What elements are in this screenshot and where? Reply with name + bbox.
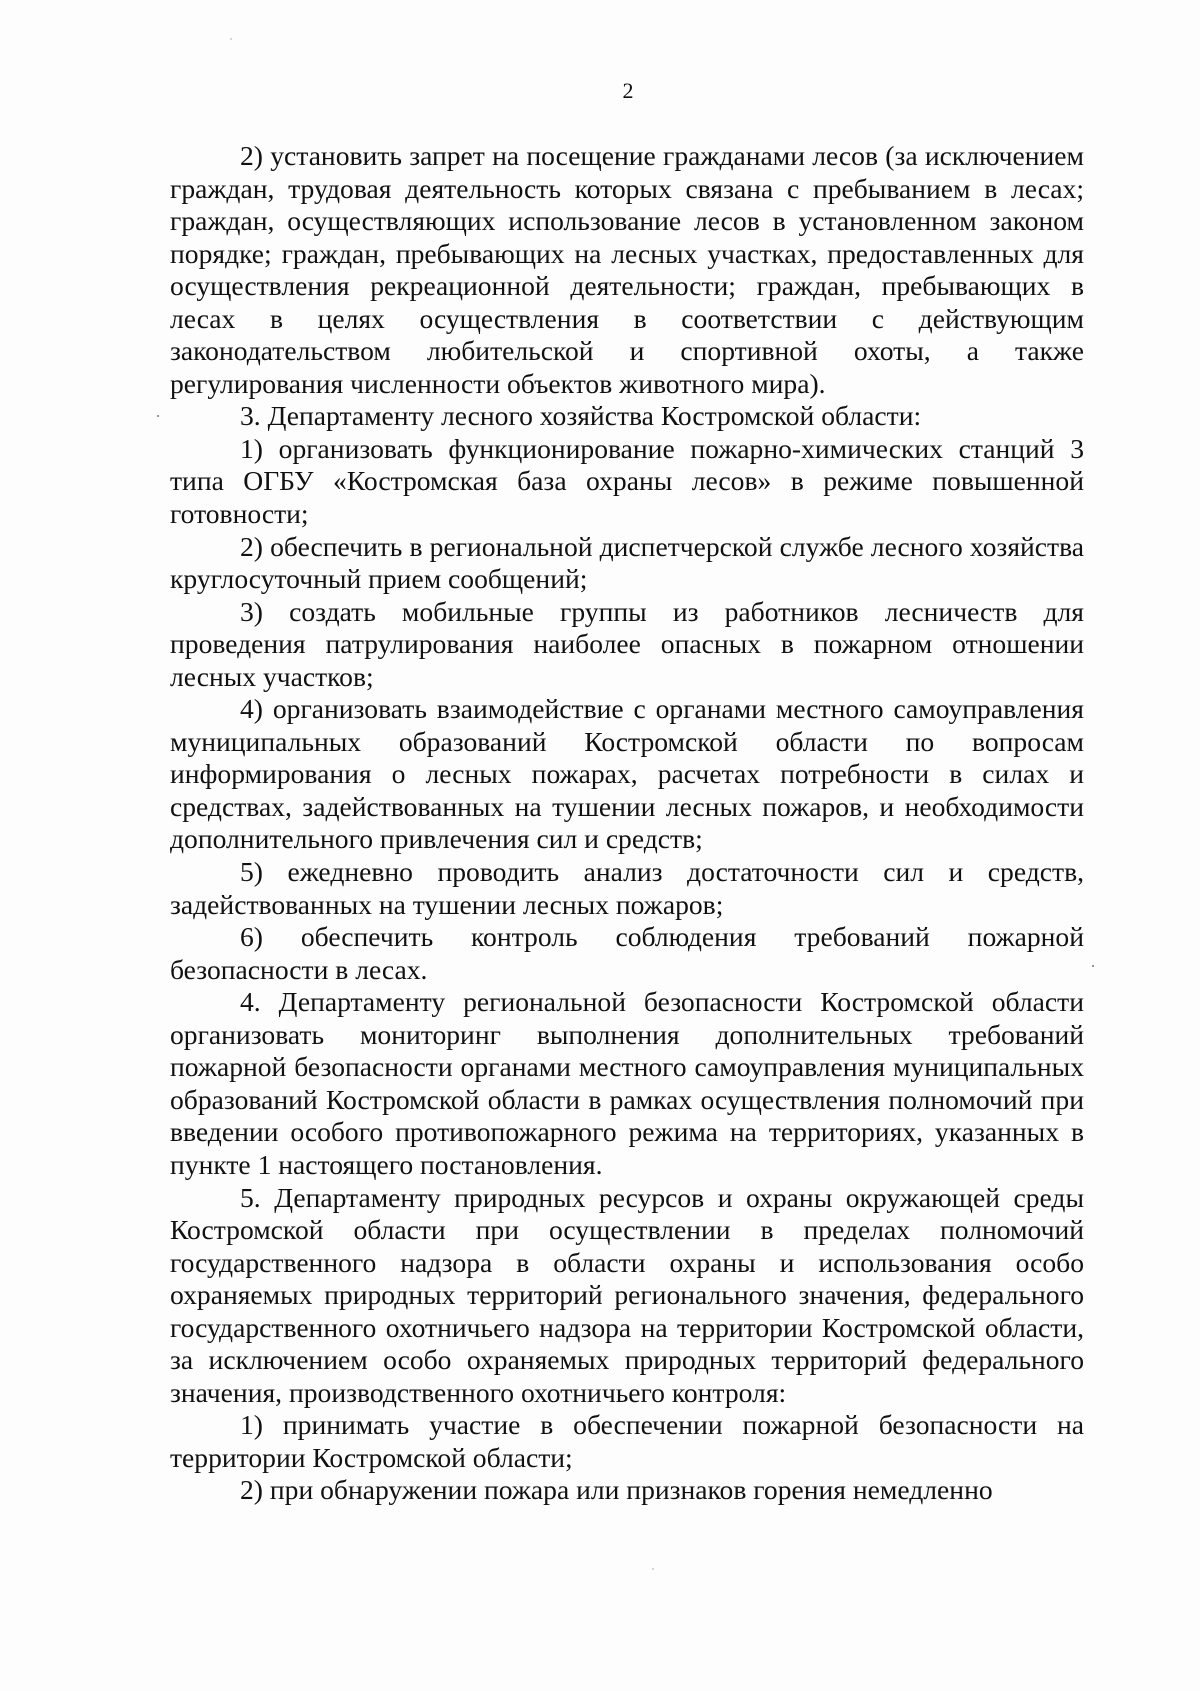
scan-speck: [230, 38, 232, 40]
document-body: [170, 140, 1084, 1507]
paragraph-3-5-daily-analysis: 5) ежедневно проводить анализ достаточности сил и средств, задействованных на тушении лесных пожаров;: [170, 856, 1084, 920]
scan-speck: [1092, 965, 1094, 967]
paragraph-section-3-heading: 3. Департаменту лесного хозяйства Костромской области:: [240, 400, 922, 432]
paragraph-3-1-fire-stations: 1) организовать функционирование пожарно-химических станций 3 типа ОГБУ «Костромская база охраны лесов» в режиме повышенной готовности;: [170, 432, 1084, 530]
paragraph-section-5-supervision: 5. Департаменту природных ресурсов и охраны окружающей среды Костромской области при осуществлении в пределах полномочий государственного надзора в области охраны и использования особо охраняемых природных территорий регионального значения, федерального государственного охотничьего надзора на территории Костромской области, за исключением особо охраняемых природных территорий федерального значения, производственного охотничьего контроля:: [170, 1181, 1084, 1408]
paragraph-item-2-forest-ban: 2) установить запрет на посещение гражданами лесов (за исключением граждан, трудовая деятельность которых связана с пребыванием в лесах; граждан, осуществляющих использование лесов в установленном законом порядке; граждан, пребывающих на лесных участках, предоставленных для осуществления рекреационной деятельности; граждан, пребывающих в лесах в целях осуществления в соответствии с действующим законодательством любительской и спортивной охоты, а также регулирования численности объектов животного мира).: [170, 140, 1084, 399]
paragraph-3-3-mobile-groups: 3) создать мобильные группы из работников лесничеств для проведения патрулирования наиболее опасных в пожарном отношении лесных участков;: [170, 595, 1084, 692]
page-number: 2: [622, 78, 634, 103]
paragraph-5-1-participation: 1) принимать участие в обеспечении пожарной безопасности на территории Костромской области;: [170, 1409, 1084, 1473]
paragraph-3-2-dispatch-service: 2) обеспечить в региональной диспетчерской службе лесного хозяйства круглосуточный прием сообщений;: [170, 530, 1084, 595]
scan-speck: [157, 415, 159, 417]
paragraph-section-4-monitoring: 4. Департаменту региональной безопасности Костромской области организовать мониторинг выполнения дополнительных требований пожарной безопасности органами местного самоуправления муниципальных образований Костромской области в рамках осуществления полномочий при введении особого противопожарного режима на территориях, указанных в пункте 1 настоящего постановления.: [170, 986, 1084, 1180]
paragraph-3-6-safety-control: 6) обеспечить контроль соблюдения требований пожарной безопасности в лесах.: [170, 921, 1084, 985]
paragraph-3-4-interaction: 4) организовать взаимодействие с органами местного самоуправления муниципальных образований Костромской области по вопросам информирования о лесных пожарах, расчетах потребности в силах и средствах, задействованных на тушении лесных пожаров, и необходимости дополнительного привлечения сил и средств;: [170, 693, 1084, 855]
paragraph-5-2-fire-detection: 2) при обнаружении пожара или признаков горения немедленно: [240, 1474, 993, 1506]
scan-speck: [652, 1568, 654, 1570]
